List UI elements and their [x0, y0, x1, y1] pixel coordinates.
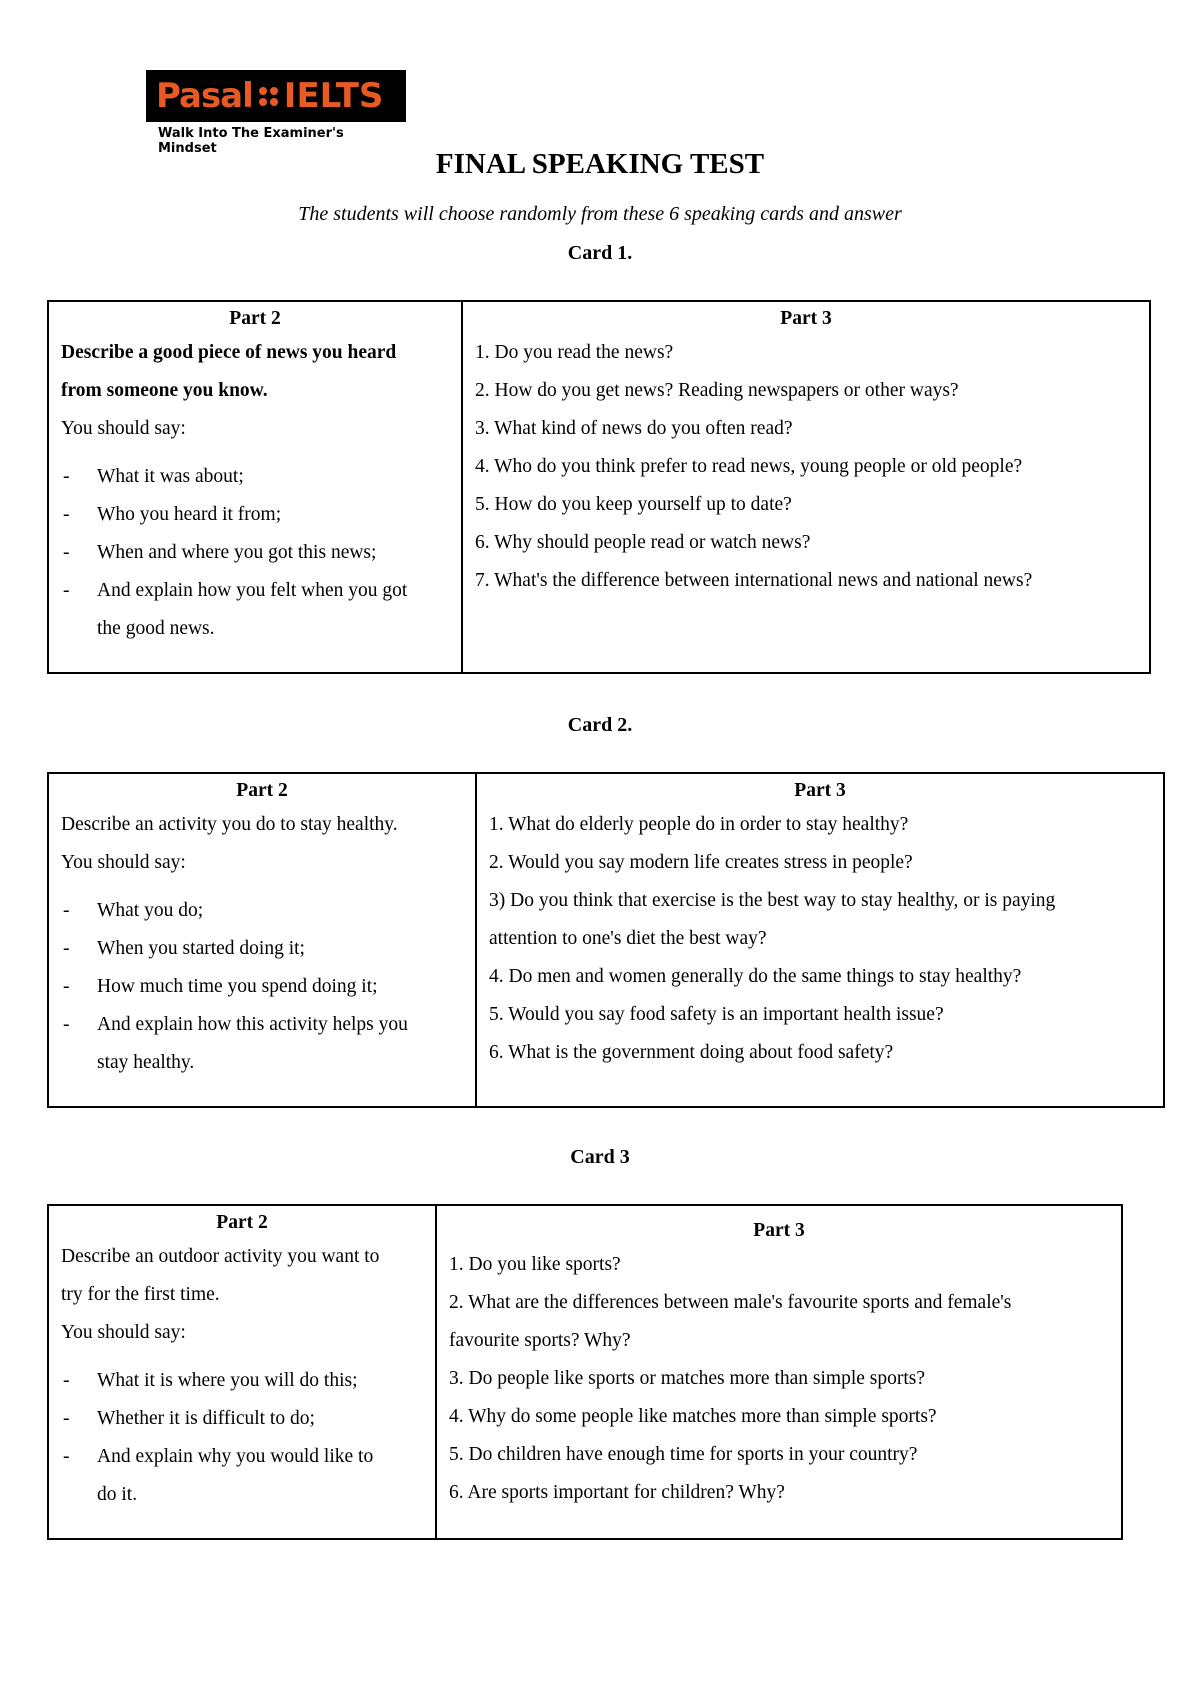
question-item: attention to one's diet the best way? — [489, 928, 767, 949]
list-item: - How much time you spend doing it; — [63, 976, 378, 997]
question-item: 2. How do you get news? Reading newspapers or other ways? — [475, 380, 959, 401]
brand-logo — [146, 70, 406, 156]
list-item: - And explain why you would like to — [63, 1446, 374, 1467]
question-item: 1. Do you like sports? — [449, 1254, 621, 1275]
part2-topic: try for the first time. — [61, 1284, 220, 1305]
list-item: - What it is where you will do this; — [63, 1370, 358, 1391]
list-item: - When and where you got this news; — [63, 542, 377, 563]
part3-header: Part 3 — [794, 780, 846, 801]
part3-header: Part 3 — [780, 308, 832, 329]
card-label: Card 3 — [570, 1146, 630, 1168]
question-item: 7. What's the difference between international news and national news? — [475, 570, 1033, 591]
logo-box — [146, 70, 406, 122]
list-item: - When you started doing it; — [63, 938, 305, 959]
list-item: stay healthy. — [97, 1052, 195, 1073]
list-item: - What you do; — [63, 900, 204, 921]
should-say-label: You should say: — [61, 418, 186, 439]
question-item: 3. Do people like sports or matches more than simple sports? — [449, 1368, 926, 1389]
logo-dots-icon — [259, 87, 278, 106]
question-item: 2. Would you say modern life creates stress in people? — [489, 852, 913, 873]
part2-cell — [48, 301, 462, 673]
question-item: 6. Are sports important for children? Why? — [449, 1482, 785, 1503]
part2-header: Part 2 — [216, 1212, 268, 1233]
list-item: do it. — [97, 1484, 138, 1505]
page-title: FINAL SPEAKING TEST — [435, 148, 765, 180]
cue-list — [61, 1362, 423, 1514]
part2-cell — [48, 1205, 436, 1539]
part3-cell — [436, 1205, 1122, 1539]
question-item: 5. Do children have enough time for sports in your country? — [449, 1444, 918, 1465]
speaking-card-1 — [47, 300, 1151, 674]
list-item: the good news. — [97, 618, 215, 639]
question-item: 6. Why should people read or watch news? — [475, 532, 811, 553]
question-item: 2. What are the differences between male's favourite sports and female's — [449, 1292, 1012, 1313]
part2-topic: Describe an outdoor activity you want to — [61, 1246, 380, 1267]
logo-brand-part1: Pasal — [156, 76, 253, 116]
part2-topic: Describe a good piece of news you heard — [61, 342, 397, 363]
question-item: 5. Would you say food safety is an important health issue? — [489, 1004, 944, 1025]
card-label: Card 2. — [567, 714, 633, 736]
part2-topic: from someone you know. — [61, 380, 268, 401]
page-subtitle: The students will choose randomly from these 6 speaking cards and answer — [298, 203, 902, 225]
part2-topic: Describe an activity you do to stay healthy. — [61, 814, 398, 835]
speaking-card-3 — [47, 1204, 1123, 1540]
question-item: 4. Do men and women generally do the same things to stay healthy? — [489, 966, 1022, 987]
part2-header: Part 2 — [229, 308, 281, 329]
list-item: - What it was about; — [63, 466, 244, 487]
logo-tagline: Walk Into The Examiner's Mindset — [158, 126, 344, 156]
question-item: 6. What is the government doing about food safety? — [489, 1042, 894, 1063]
should-say-label: You should say: — [61, 1322, 186, 1343]
question-item: favourite sports? Why? — [449, 1330, 631, 1351]
part2-cell — [48, 773, 476, 1107]
question-item: 3) Do you think that exercise is the best way to stay healthy, or is paying — [489, 890, 1056, 911]
question-item: 1. Do you read the news? — [475, 342, 674, 363]
question-item: 4. Who do you think prefer to read news, young people or old people? — [475, 456, 1023, 477]
cue-list — [61, 458, 449, 648]
part3-cell — [476, 773, 1164, 1107]
part3-header: Part 3 — [753, 1220, 805, 1241]
question-item: 5. How do you keep yourself up to date? — [475, 494, 792, 515]
should-say-label: You should say: — [61, 852, 186, 873]
question-item: 4. Why do some people like matches more than simple sports? — [449, 1406, 937, 1427]
logo-brand-part2: IELTS — [283, 76, 384, 116]
list-item: - Whether it is difficult to do; — [63, 1408, 315, 1429]
list-item: - And explain how you felt when you got — [63, 580, 408, 601]
part3-cell — [462, 301, 1150, 673]
list-item: - And explain how this activity helps you — [63, 1014, 408, 1035]
list-item: - Who you heard it from; — [63, 504, 282, 525]
speaking-card-2 — [47, 772, 1165, 1108]
question-item: 1. What do elderly people do in order to stay healthy? — [489, 814, 909, 835]
part2-header: Part 2 — [236, 780, 288, 801]
card-label: Card 1. — [567, 242, 633, 264]
cue-list — [61, 892, 463, 1082]
question-item: 3. What kind of news do you often read? — [475, 418, 793, 439]
